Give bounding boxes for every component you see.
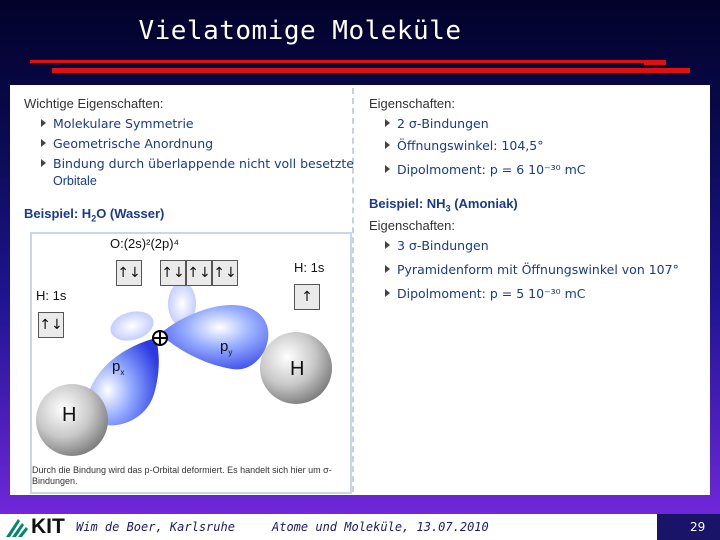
- h1s-left-label: H: 1s: [36, 288, 67, 303]
- bullet-text: 3 σ-Bindungen: [397, 238, 489, 253]
- figure-caption: Durch die Bindung wird das p-Orbital deformiert. Es handelt sich hier um σ-Bindungen.: [32, 465, 332, 486]
- bullet-icon: [385, 141, 390, 149]
- bullet-text: Dipolmoment: p = 6 10⁻³⁰ mC: [397, 162, 586, 177]
- px-letter: p: [112, 358, 121, 375]
- px-label: [112, 358, 124, 377]
- bullet-icon: [41, 159, 46, 167]
- right-bullet-3: [382, 162, 586, 177]
- example-suffix: O (Wasser): [96, 206, 165, 221]
- h-atom-left: H: [62, 404, 77, 426]
- bullet-text: Pyramidenform mit Öffnungswinkel von 107°: [397, 262, 679, 277]
- footer-course: Atome und Moleküle, 13.07.2010: [272, 520, 489, 534]
- bullet-text: Dipolmoment: p = 5 10⁻³⁰ mC: [397, 286, 586, 301]
- py-label: [220, 338, 232, 357]
- px-sub: x: [120, 368, 125, 377]
- bullet-text: Molekulare Symmetrie: [53, 116, 194, 131]
- left-bullet-3-cont: Orbitale: [53, 174, 97, 188]
- column-divider: [352, 88, 354, 492]
- orbital-box-h-left: ↑↓: [38, 312, 64, 338]
- bullet-icon: [41, 139, 46, 147]
- example-sub: 3: [445, 203, 451, 214]
- left-bullet-1: [38, 116, 194, 131]
- title-underline: [30, 60, 666, 63]
- orbital-box-2p-2: ↑↓: [186, 260, 212, 286]
- bullet-icon: [385, 241, 390, 249]
- example-prefix: Beispiel: H: [24, 206, 92, 221]
- example-sub: 2: [91, 213, 97, 224]
- right-bullet-2: [382, 138, 543, 153]
- left-bullet-3: [38, 156, 354, 171]
- example-h2o-heading: [24, 206, 164, 224]
- py-letter: p: [220, 338, 229, 355]
- bullet-icon: [385, 265, 390, 273]
- example-prefix: Beispiel: NH: [369, 196, 446, 211]
- h-atom-right: H: [290, 358, 305, 380]
- example-suffix: (Amoniak): [450, 196, 518, 211]
- py-sub: y: [228, 348, 233, 357]
- bullet-text: Bindung durch überlappende nicht voll besetzte: [53, 156, 354, 171]
- bullet-text: 2 σ-Bindungen: [397, 116, 489, 131]
- page-number: 29: [690, 520, 706, 534]
- right-heading: Eigenschaften:: [369, 96, 456, 111]
- bullet-icon: [385, 119, 390, 127]
- right-bullet-1: [382, 116, 489, 131]
- title-underline-tail: [644, 62, 666, 65]
- right-bullet2-1: [382, 238, 489, 253]
- h1s-right-label: H: 1s: [294, 260, 325, 275]
- orbital-box-2p-3: ↑↓: [212, 260, 238, 286]
- bullet-icon: [385, 289, 390, 297]
- h2o-orbital-figure: [30, 232, 352, 494]
- bullet-text: Öffnungswinkel: 104,5°: [397, 138, 544, 153]
- slide-title: Vielatomige Moleküle: [138, 16, 462, 46]
- right-bullet2-3: [382, 286, 586, 301]
- oxygen-config: O:(2s)²(2p)⁴: [110, 236, 180, 251]
- right-heading-2: Eigenschaften:: [369, 218, 456, 233]
- orbital-box-h-right: ↑: [294, 284, 320, 310]
- footer-page-box: [657, 514, 720, 540]
- kit-logo: [4, 515, 64, 539]
- left-bullet-2: [38, 136, 213, 151]
- example-nh3-heading: [369, 196, 518, 214]
- left-heading: Wichtige Eigenschaften:: [24, 96, 164, 111]
- right-bullet2-2: [382, 262, 679, 277]
- bullet-icon: [41, 119, 46, 127]
- footer-author: Wim de Boer, Karlsruhe: [76, 520, 235, 534]
- back-lobe-1: [107, 307, 157, 345]
- kit-logo-text: KIT: [31, 515, 65, 538]
- orbital-box-2p-1: ↑↓: [160, 260, 186, 286]
- title-underline-2: [52, 68, 690, 73]
- bullet-text: Geometrische Anordnung: [53, 136, 214, 151]
- bullet-icon: [385, 165, 390, 173]
- orbital-box-2s: ↑↓: [116, 260, 142, 286]
